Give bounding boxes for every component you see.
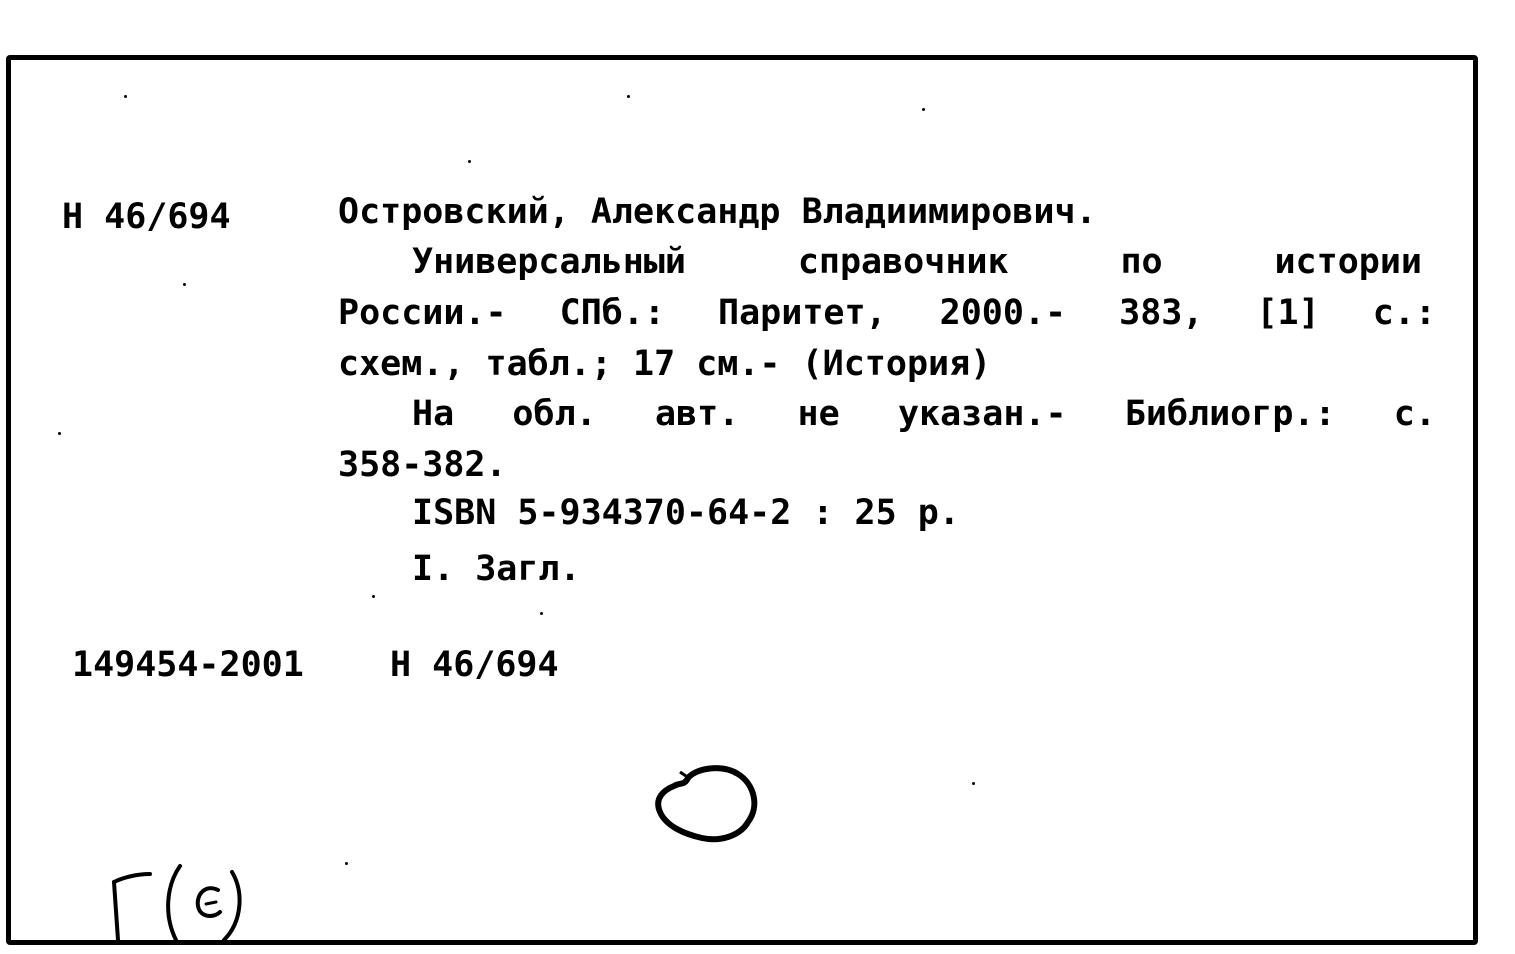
title-line-3: схем., табл.; 17 см.- (История) (338, 344, 992, 384)
shelf-mark: Н 46/694 (62, 197, 231, 237)
scan-speck (627, 95, 630, 98)
shelf-mark-bottom: Н 46/694 (390, 645, 559, 685)
accession-number: 149454-2001 (72, 645, 304, 685)
scan-speck (183, 283, 186, 286)
note-word: с. (1393, 394, 1436, 434)
note-line-2: 358-382. (338, 445, 507, 485)
scan-speck (58, 432, 61, 435)
title-word: [1] (1256, 293, 1320, 333)
handwritten-note (100, 860, 260, 950)
scan-speck (540, 612, 543, 615)
title-word: 383, (1119, 293, 1204, 333)
title-word: по (1120, 242, 1163, 282)
note-line-1 (412, 394, 1436, 434)
title-word: России.- (338, 293, 507, 333)
title-line-1 (412, 242, 1422, 282)
note-word: обл. (512, 394, 597, 434)
scan-speck (345, 862, 348, 865)
note-word: Библиогр.: (1124, 394, 1336, 434)
scan-speck (972, 782, 975, 785)
note-word: На (412, 394, 455, 434)
note-word: авт. (654, 394, 740, 434)
scan-speck (468, 160, 471, 163)
title-line-2 (338, 293, 1436, 333)
author-heading: Островский, Александр Владиимирович. (338, 192, 1097, 232)
note-word: не (797, 394, 840, 434)
note-word: указан.- (897, 394, 1067, 434)
title-word: истории (1274, 242, 1422, 282)
title-word: Универсальный (412, 242, 686, 282)
tracing-line: I. Загл. (412, 549, 581, 589)
scan-speck (922, 108, 925, 111)
title-word: с.: (1372, 293, 1436, 333)
title-word: СПб.: (559, 293, 665, 333)
scan-speck (372, 595, 375, 598)
punch-hole-icon (650, 760, 765, 850)
title-word: 2000.- (939, 293, 1067, 333)
title-word: справочник (797, 242, 1009, 282)
scan-speck (124, 95, 127, 98)
title-word: Паритет, (718, 293, 887, 333)
isbn-line: ISBN 5-934370-64-2 : 25 р. (412, 493, 960, 533)
